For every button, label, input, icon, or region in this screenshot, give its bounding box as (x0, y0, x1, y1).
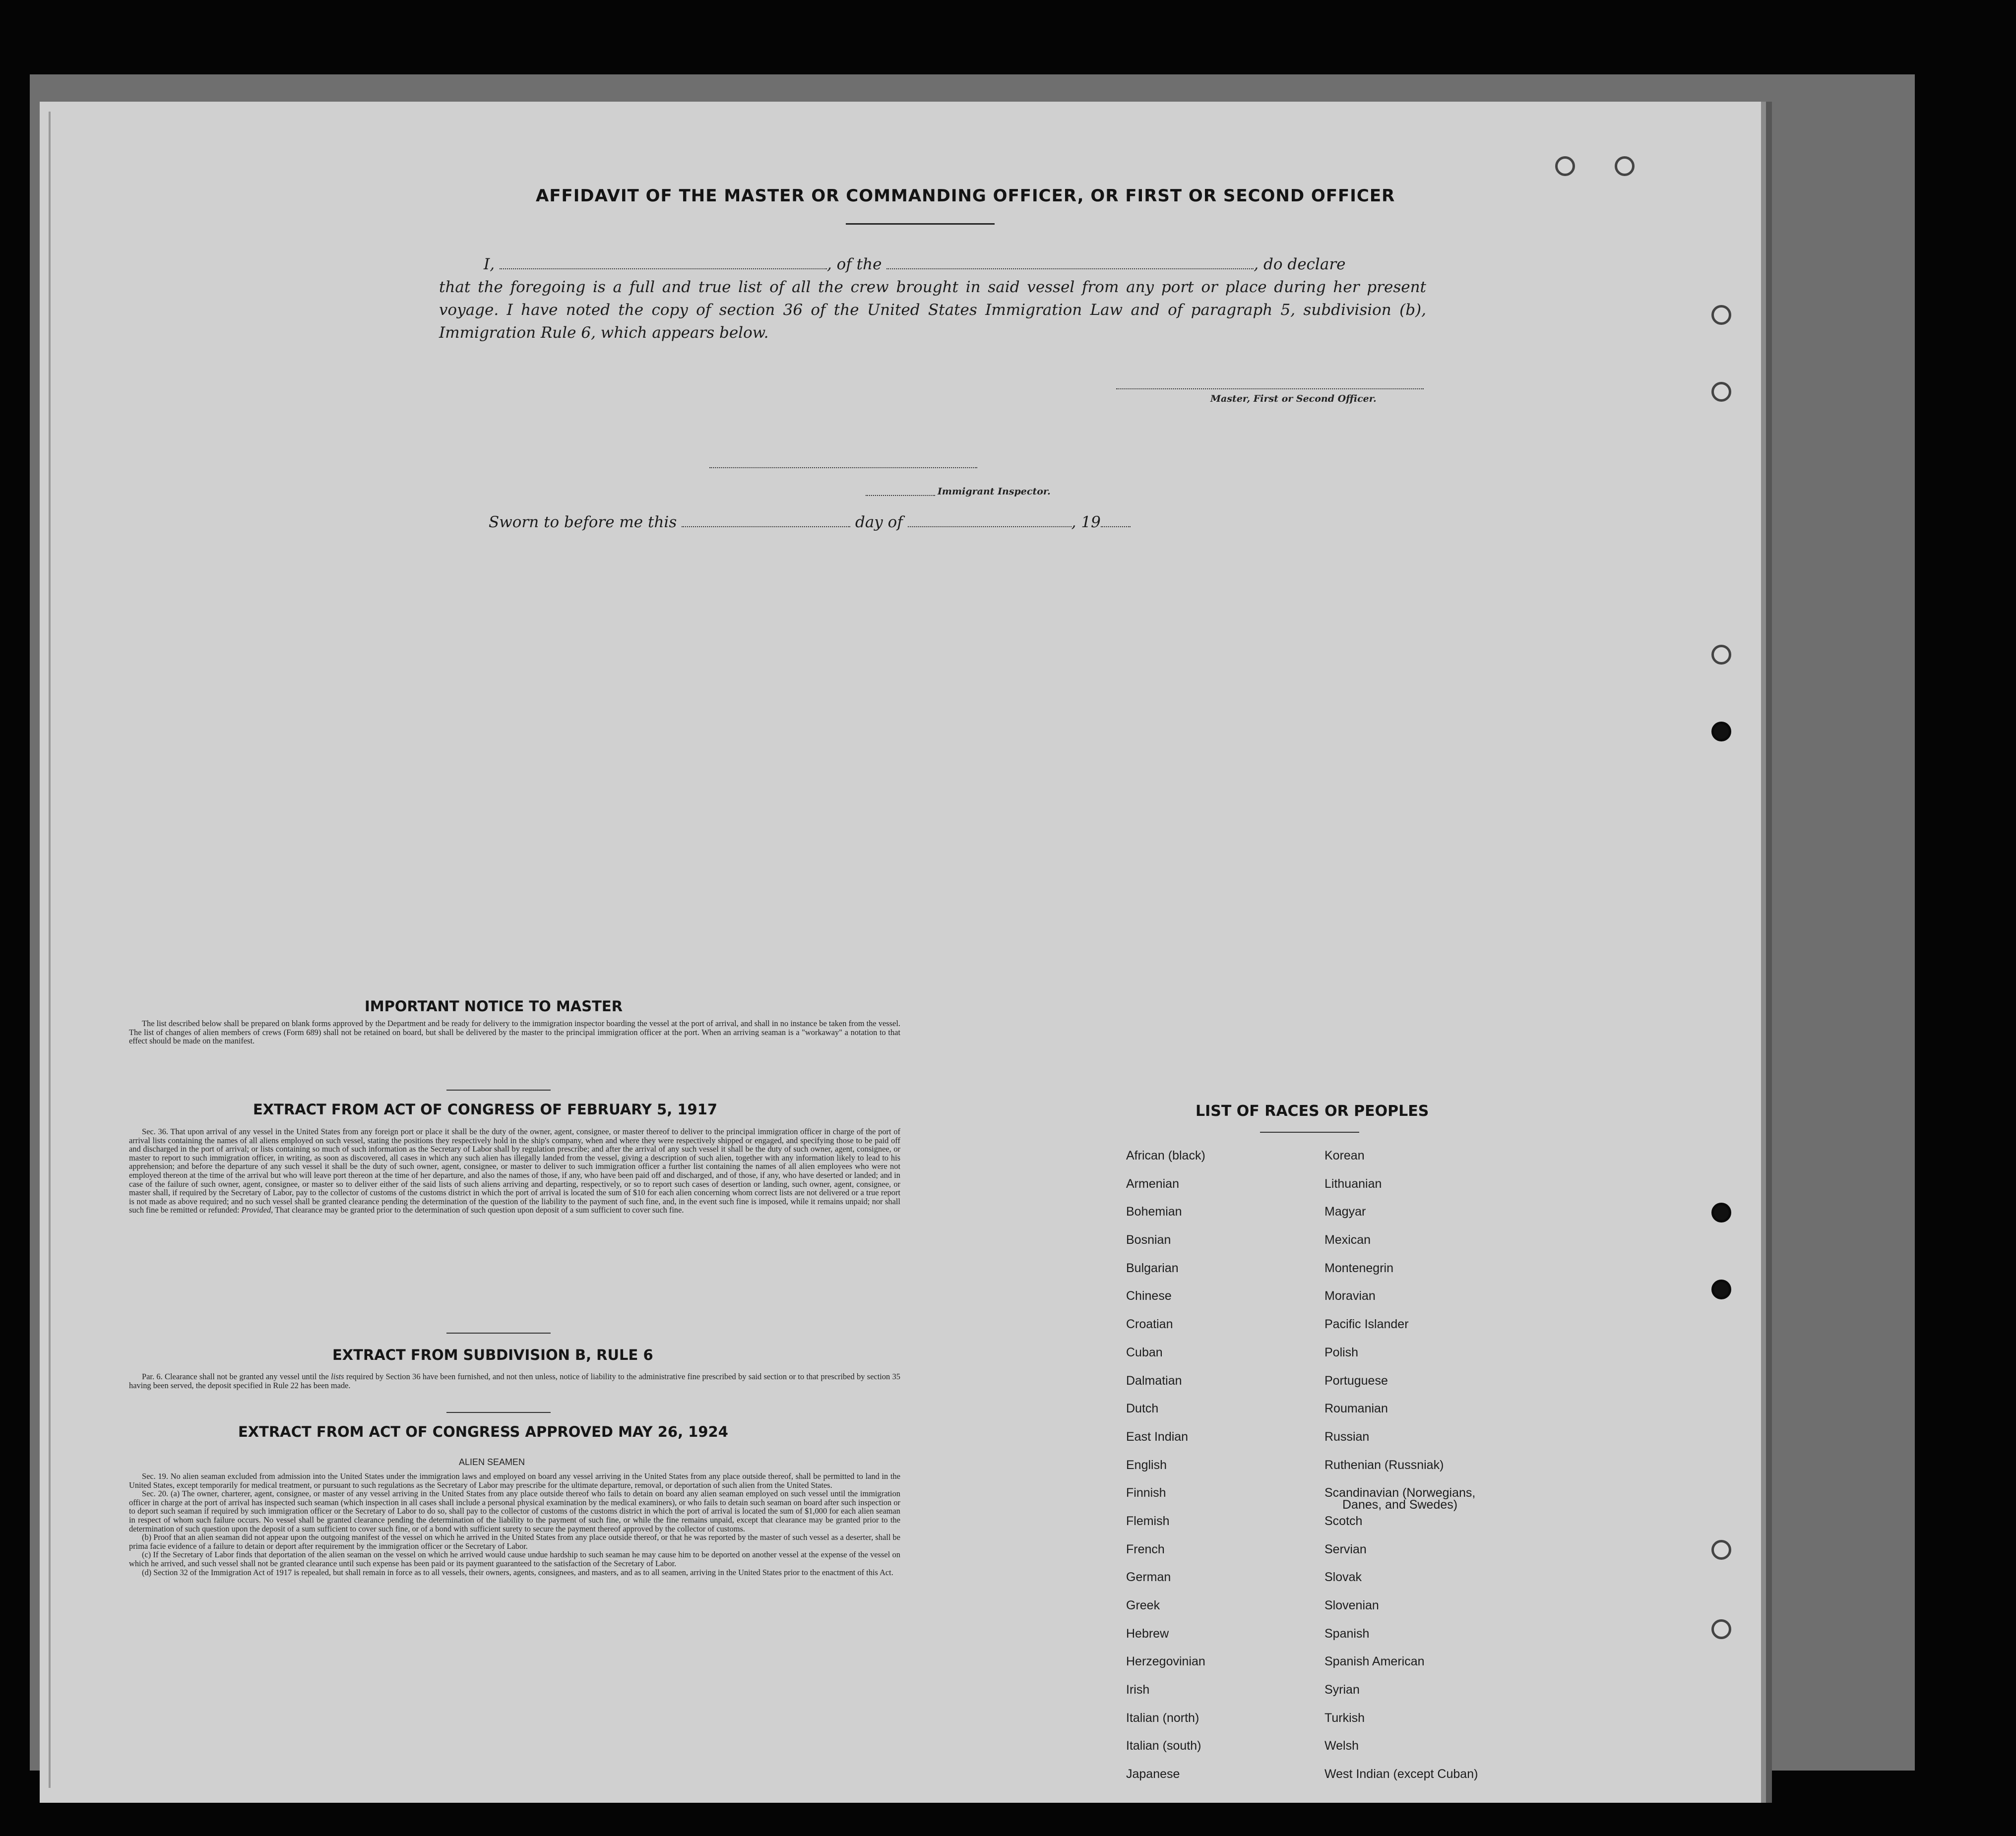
race-item: Irish (1126, 1683, 1150, 1697)
race-item: Mexican (1324, 1233, 1371, 1247)
i-label: I, (484, 255, 495, 273)
race-item: German (1126, 1570, 1171, 1585)
inspector-label: Immigrant Inspector. (938, 486, 1051, 497)
inspector-signature-field[interactable] (709, 467, 977, 468)
race-item: Bulgarian (1126, 1261, 1179, 1275)
punch-hole (1711, 1540, 1731, 1560)
divider (846, 223, 995, 225)
sworn-line (489, 513, 1131, 531)
race-item: Bohemian (1126, 1205, 1182, 1219)
race-item: Russian (1324, 1429, 1370, 1444)
subdivision-b-title: EXTRACT FROM SUBDIVISION B, RULE 6 (332, 1346, 653, 1363)
punch-hole (1615, 156, 1635, 176)
race-item: Herzegovinian (1126, 1654, 1205, 1669)
punch-hole (1711, 645, 1731, 665)
race-item: Armenian (1126, 1176, 1179, 1191)
race-item: Dalmatian (1126, 1373, 1182, 1388)
races-column-2 (1324, 1149, 1478, 1796)
extract-1924-title: EXTRACT FROM ACT OF CONGRESS APPROVED MAY 26, 1924 (238, 1423, 728, 1440)
divider (1260, 1132, 1359, 1133)
do-declare-label: , do declare (1254, 255, 1346, 273)
master-signature-field[interactable] (1116, 388, 1424, 389)
sworn-month-field[interactable] (908, 514, 1071, 527)
race-item: Spanish American (1324, 1654, 1425, 1669)
race-item: Welsh (1324, 1739, 1359, 1753)
par6-start: Par. 6. Clearance shall not be granted any vessel until the (142, 1372, 329, 1381)
extract-1917-body (129, 1127, 900, 1215)
race-item: Cuban (1126, 1345, 1163, 1359)
race-item: Korean (1324, 1149, 1365, 1163)
punch-hole (1711, 382, 1731, 402)
notice-title: IMPORTANT NOTICE TO MASTER (365, 998, 623, 1015)
race-item: Greek (1126, 1598, 1160, 1612)
race-item: Finnish (1126, 1486, 1166, 1500)
sec36-end: That clearance may be granted prior to the determination of such question upon deposit of a sum sufficient to cover such fine. (275, 1205, 684, 1215)
sworn-day-field[interactable] (682, 514, 850, 527)
race-item: Flemish (1126, 1514, 1170, 1528)
race-item: French (1126, 1542, 1165, 1556)
race-item-continuation: Danes, and Swedes) (1342, 1498, 1458, 1512)
sec20d-paragraph: (d) Section 32 of the Immigration Act of 1917 is repealed, but shall remain in force as to all vessels, their owners, agents, consignees, and masters, and as to all seamen, arriving in the United States prior to the enactment of this Act. (142, 1567, 893, 1577)
sec20c-paragraph: (c) If the Secretary of Labor finds that deportation of the alien seaman on the vessel on which he arrived would cause undue hardship to such seaman he may cause him to be deported on another vessel at the expense of the vessel on which he arrived, and such vessel shall not be granted clearance until such expense has been paid or its payment guaranteed to the satisfaction of the Secretary of Labor. (129, 1550, 900, 1568)
inspector-dotted-line (866, 495, 935, 496)
sworn-year-field[interactable] (1101, 514, 1131, 527)
race-item: Moravian (1324, 1289, 1376, 1303)
punch-hole (1711, 1280, 1731, 1299)
master-signature-label: Master, First or Second Officer. (1210, 393, 1377, 404)
divider (446, 1412, 551, 1413)
race-item: Portuguese (1324, 1373, 1388, 1388)
race-item: Japanese (1126, 1767, 1180, 1781)
extract-1917-title: EXTRACT FROM ACT OF CONGRESS OF FEBRUARY 5, 1917 (253, 1101, 718, 1118)
sec20a-paragraph: Sec. 20. (a) The owner, charterer, agent, consignee, or master of any vessel arriving in the United States from any place outside thereof who fails to detain on board any alien seaman employed on such vessel until the immigration officer in charge at the port of arrival has inspected such seaman (which inspection in all cases shall include a personal physical examination by the medical examiners), or who fails to detain such seaman on board after such inspection or to deport such seaman if required by such immigration officer or the Secretary of Labor to do so, shall pay to the collector of customs of the customs district in which the port of arrival is located the sum of $1,000 for each alien seaman in respect of whom such failure occurs. No vessel shall be granted clearance pending the determination of the liability to the payment of such fine, or while the fine remains unpaid, except that clearance may be granted prior to the determination of such question upon the deposit of a sum sufficient to cover such fine, or of a bond with sufficient surety to secure the payment thereof approved by the collector of customs. (129, 1489, 900, 1533)
manifest-page (40, 102, 1761, 1803)
race-item: Ruthenian (Russniak) (1324, 1458, 1444, 1472)
of-the-label: , of the (826, 255, 882, 273)
divider (446, 1090, 551, 1091)
statement-body: that the foregoing is a full and true list of all the crew brought in said vessel from any port or place during her present voyage. I have noted the copy of section 36 of the United States Immigration Law and of paragraph 5, subdivision (b), Immigration Rule 6, which appears below. (439, 278, 1426, 342)
punch-hole (1711, 722, 1731, 741)
race-item: Syrian (1324, 1683, 1360, 1697)
day-of-label: day of (855, 513, 903, 531)
race-item: African (black) (1126, 1149, 1205, 1163)
race-item: Dutch (1126, 1402, 1159, 1416)
notice-text: The list described below shall be prepared on blank forms approved by the Department and be ready for delivery to the immigration inspector boarding the vessel at the port of arrival, and shall in no instance be taken from the vessel. The list of changes of alien members of crews (Form 689) shall not be retained on board, but shall be delivered by the master to the principal immigration officer at the port. When an arriving seaman is a "workaway" a notation to that effect should be made on the manifest. (129, 1019, 900, 1046)
race-item: East Indian (1126, 1429, 1189, 1444)
proviso-word: Provided, (241, 1205, 273, 1215)
sworn-prefix: Sworn to before me this (489, 513, 677, 531)
punch-hole (1555, 156, 1575, 176)
race-item-text: Scandinavian (Norwegians, (1324, 1486, 1476, 1500)
affidavit-statement (439, 253, 1426, 344)
race-item: Hebrew (1126, 1626, 1169, 1641)
race-item: Italian (north) (1126, 1711, 1199, 1725)
race-item: Spanish (1324, 1626, 1370, 1641)
races-column-1 (1126, 1149, 1205, 1796)
vessel-name-field[interactable] (886, 256, 1254, 269)
race-item: Italian (south) (1126, 1739, 1201, 1753)
race-item: West Indian (except Cuban) (1324, 1767, 1478, 1781)
race-item: Turkish (1324, 1711, 1365, 1725)
race-item: Servian (1324, 1542, 1367, 1556)
race-item-scandinavian (1324, 1486, 1478, 1515)
sec36-text: Sec. 36. That upon arrival of any vessel in the United States from any foreign port or place it shall be the duty of the owner, agent, consignee, or master thereof to deliver to the principal immigration officer in charge of the port of arrival lists containing the names of all aliens employed on such vessel, stating the positions they respectively hold in the ship's company, when and where they were respectively shipped or engaged, and specifying those to be paid off and discharged in the port of arrival; or lists containing so much of such information as the Secretary of Labor shall by regulation prescribe; and after the arrival of any such vessel it shall be the duty of such owner, agent, consignee, or master to report to such immigration officer, in writing, as soon as discovered, all cases in which any such alien has illegally landed from the vessel, giving a description of such alien, together with any information likely to lead to his apprehension; and before the departure of any such vessel it shall be the duty of such owner, agent, consignee, or master to deliver to such immigration officer a further list containing the names of all alien employees who were not employed thereon at the time of the arrival but who will leave port thereon at the time of her departure, and also the names of those, if any, who have been paid off and discharged, and of those, if any, who have deserted or landed; and in case of the failure of such owner, agent, consignee, or master so to deliver either of the said lists of such aliens arriving and departing, respectively, or so to report such cases of desertion or landing, such owner, agent, consignee, or master shall, if required by the Secretary of Labor, pay to the collector of customs of the customs district in which the port of arrival is located the sum of $10 for each alien concerning whom correct lists are not delivered or a true report is not made as above required; and no such vessel shall be granted clearance pending the determination of the question of the liability to the payment of such fine, and, in the event such fine is imposed, while it remains unpaid; nor shall such fine be remitted or refunded: (129, 1127, 900, 1215)
race-item: Slovenian (1324, 1598, 1379, 1612)
par6-end: required by Section 36 have been furnished, and not then unless, notice of liability to the administrative fine prescribed by said section or to that prescribed by section 35 having been served, the deposit specified in Rule 22 has been made. (129, 1372, 900, 1390)
divider (446, 1333, 551, 1334)
page-edge (49, 112, 51, 1788)
subdivision-b-body (129, 1372, 900, 1390)
race-item: Bosnian (1126, 1233, 1171, 1247)
lists-word: lists (331, 1372, 344, 1381)
race-item: Slovak (1324, 1570, 1362, 1585)
affidavit-title: AFFIDAVIT OF THE MASTER OR COMMANDING OFFICER, OR FIRST OR SECOND OFFICER (536, 186, 1395, 206)
race-item: Magyar (1324, 1205, 1366, 1219)
declaration-line (439, 253, 1426, 276)
race-item: Croatian (1126, 1317, 1173, 1332)
race-item: Polish (1324, 1345, 1359, 1359)
race-item: Roumanian (1324, 1402, 1388, 1416)
year-prefix: , 19 (1071, 513, 1101, 531)
race-item: Pacific Islander (1324, 1317, 1409, 1332)
race-item: Chinese (1126, 1289, 1172, 1303)
punch-hole (1711, 1203, 1731, 1223)
alien-seamen-subtitle: ALIEN SEAMEN (459, 1457, 525, 1467)
sec20b-paragraph: (b) Proof that an alien seaman did not appear upon the outgoing manifest of the vessel on which he arrived in the United States from any place outside thereof, or that he was reported by the master of such vessel as a deserter, shall be prima facie evidence of a failure to detain or deport after requirement by the immigration officer or the Secretary of Labor. (129, 1532, 900, 1551)
extract-1924-body (129, 1472, 900, 1577)
race-item: English (1126, 1458, 1167, 1472)
races-title: LIST OF RACES OR PEOPLES (1196, 1102, 1429, 1120)
race-item: Montenegrin (1324, 1261, 1393, 1275)
officer-name-field[interactable] (500, 256, 827, 269)
punch-hole (1711, 305, 1731, 325)
race-item: Lithuanian (1324, 1176, 1382, 1191)
race-item: Scotch (1324, 1514, 1363, 1528)
punch-hole (1711, 1619, 1731, 1639)
notice-body (129, 1019, 900, 1045)
sec19-paragraph: Sec. 19. No alien seaman excluded from admission into the United States under the immigration laws and employed on board any vessel arriving in the United States from any place outside thereof, shall be permitted to land in the United States, except temporarily for medical treatment, or pursuant to such regulations as the Secretary of Labor may prescribe for the ultimate departure, removal, or deportation of such alien from the United States. (129, 1471, 900, 1490)
